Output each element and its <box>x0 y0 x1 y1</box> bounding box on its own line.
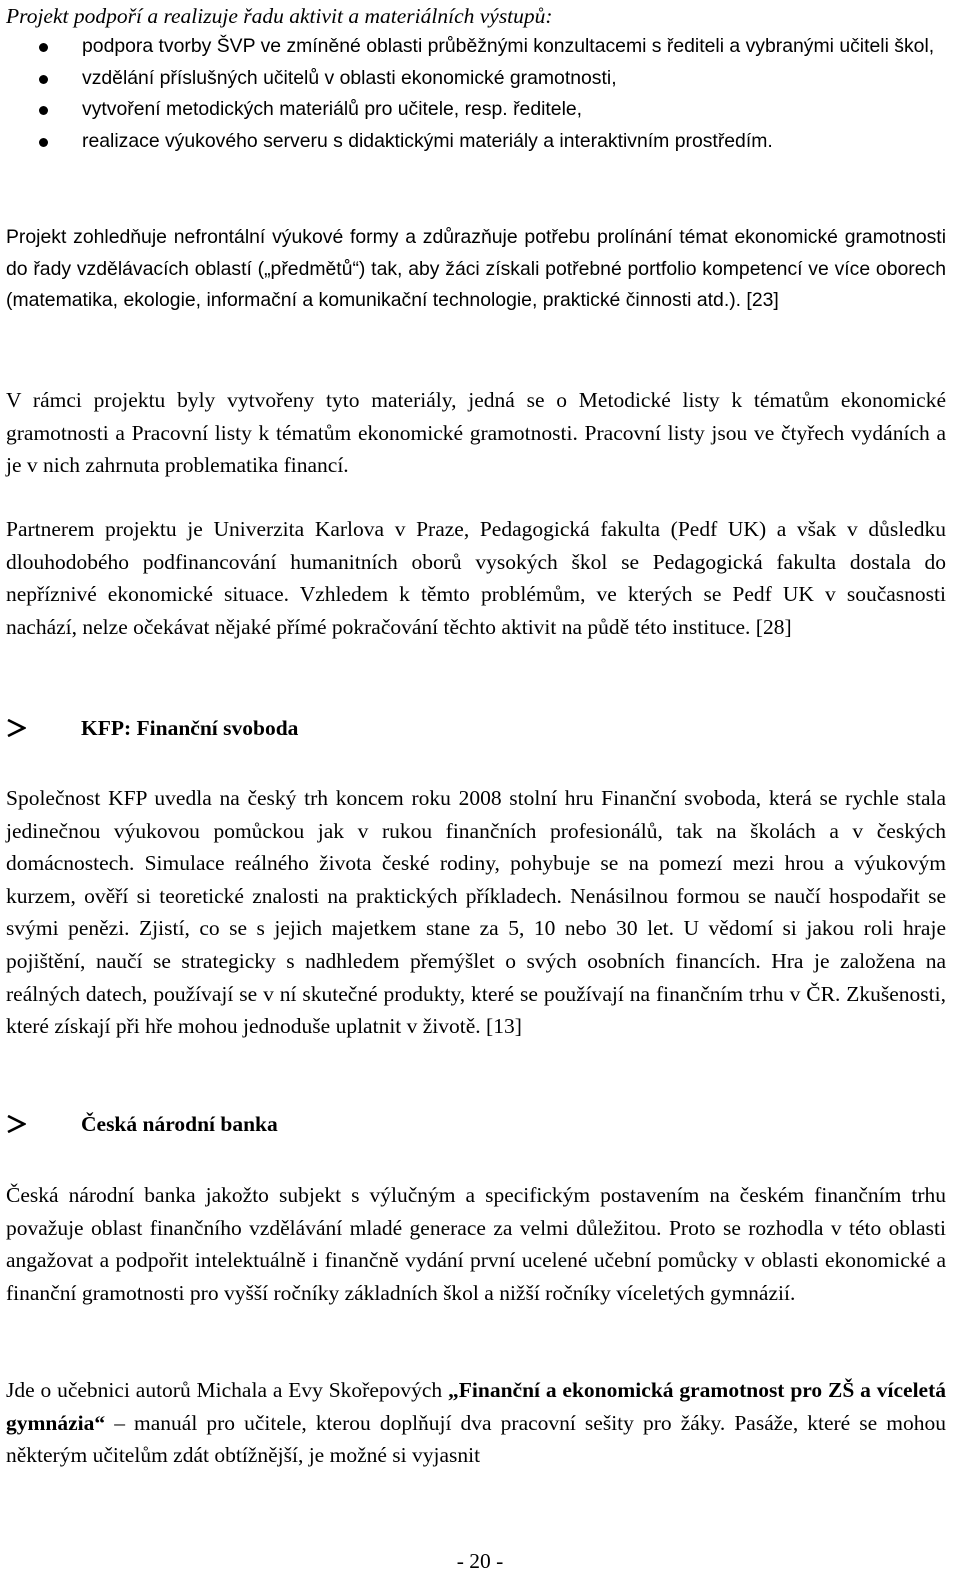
paragraph-partner: Partnerem projektu je Univerzita Karlova v Praze, Pedagogická fakulta (Pedf UK) a však v důsledku dlouhodobého podfinancování humanitních oborů vysokých škol se Pedagogická fakulta dostala do nepříznivé ekonomické situace. Vzhledem k těmto problémům, ve kterých se Pedf UK v současnosti nachází, nelze očekávat nějaké přímé pokračování těchto aktivit na půdě této instituce. [28] <box>6 517 946 639</box>
bullet-icon <box>39 43 48 52</box>
paragraph-cnb: Česká národní banka jakožto subjekt s výlučným a specifickým postavením na českém finančním trhu považuje oblast finančního vzdělávání mladé generace za velmi důležitou. Proto se rozhodla v této oblasti angažovat a podpořit intelektuálně i finančně vydání první ucelené učební pomůcky v oblasti ekonomické a finanční gramotnosti pro vyšší ročníky základních škol a nižší ročníky víceletých gymnázií. <box>6 1183 946 1305</box>
bullet-list <box>0 31 960 157</box>
arrowhead-bullet-icon <box>6 719 26 737</box>
paragraph-materials: V rámci projektu byly vytvořeny tyto materiály, jedná se o Metodické listy k tématům ekonomické gramotnosti a Pracovní listy k tématům ekonomické gramotnosti. Pracovní listy jsou ve čtyřech vydáních a je v nich zahrnuta problematika financí. <box>6 388 946 478</box>
bullet-icon <box>39 138 48 147</box>
intro-text: Projekt podpoří a realizuje řadu aktivit a materiálních výstupů: <box>6 4 553 28</box>
bullet-item: vytvoření metodických materiálů pro učitele, resp. ředitele, <box>0 94 942 126</box>
bullet-item: vzdělání příslušných učitelů v oblasti ekonomické gramotnosti, <box>0 63 942 95</box>
arrowhead-bullet-icon <box>6 1115 26 1133</box>
bullet-icon <box>39 75 48 84</box>
bullet-item: realizace výukového serveru s didaktickými materiály a interaktivním prostředím. <box>0 126 942 158</box>
bullet-icon <box>39 106 48 115</box>
bullet-item: podpora tvorby ŠVP ve zmíněné oblasti průběžnými konzultacemi s řediteli a vybranými učiteli škol, <box>0 31 942 63</box>
page-number: - 20 - <box>456 1549 504 1573</box>
paragraph-kfp: Společnost KFP uvedla na český trh koncem roku 2008 stolní hru Finanční svoboda, která se rychle stala jedinečnou výukovou pomůckou jak v rukou finančních profesionálů, tak na školách a v českých domácnostech. Simulace reálného života české rodiny, pohybuje se na pomezí mezi hrou a výukovým kurzem, ověří si teoretické znalosti na praktických příkladech. Nenásilnou formou se naučí hospodařit se svými penězi. Zjistí, co se s jejich majetkem stane za 5, 10 nebo 30 let. U vědomí si jakou roli hraje pojištění, naučí se strategicky s nadhledem přemýšlet o svých osobních financích. Hra je založena na reálných datech, používají se v ní skutečné produkty, které se používají na finančním trhu v ČR. Zkušenosti, které získají při hře mohou jednoduše uplatnit v životě. [13] <box>6 786 946 1039</box>
paragraph-project: Projekt zohledňuje nefrontální výukové formy a zdůrazňuje potřebu prolínání témat ekonomické gramotnosti do řady vzdělávacích oblastí („předmětů“) tak, aby žáci získali potřebné portfolio kompetencí ve více oborech (matematika, ekologie, informační a komunikační technologie, praktické činnosti atd.). [23] <box>6 226 946 311</box>
heading-cnb: Česká národní banka <box>6 1108 278 1140</box>
textbook-title: „Finanční a ekonomická gramotnost pro ZŠ a víceletá gymnázia“ <box>6 1378 946 1435</box>
heading-kfp: KFP: Finanční svoboda <box>6 712 298 744</box>
paragraph-textbook: Jde o učebnici autorů Michala a Evy Skořepových „Finanční a ekonomická gramotnost pro ZŠ a víceletá gymnázia“ – manuál pro učitele, kterou doplňují dva pracovní sešity pro žáky. Pasáže, které se mohou některým učitelům zdát obtížnější, je možné si vyjasnit <box>6 1378 946 1468</box>
